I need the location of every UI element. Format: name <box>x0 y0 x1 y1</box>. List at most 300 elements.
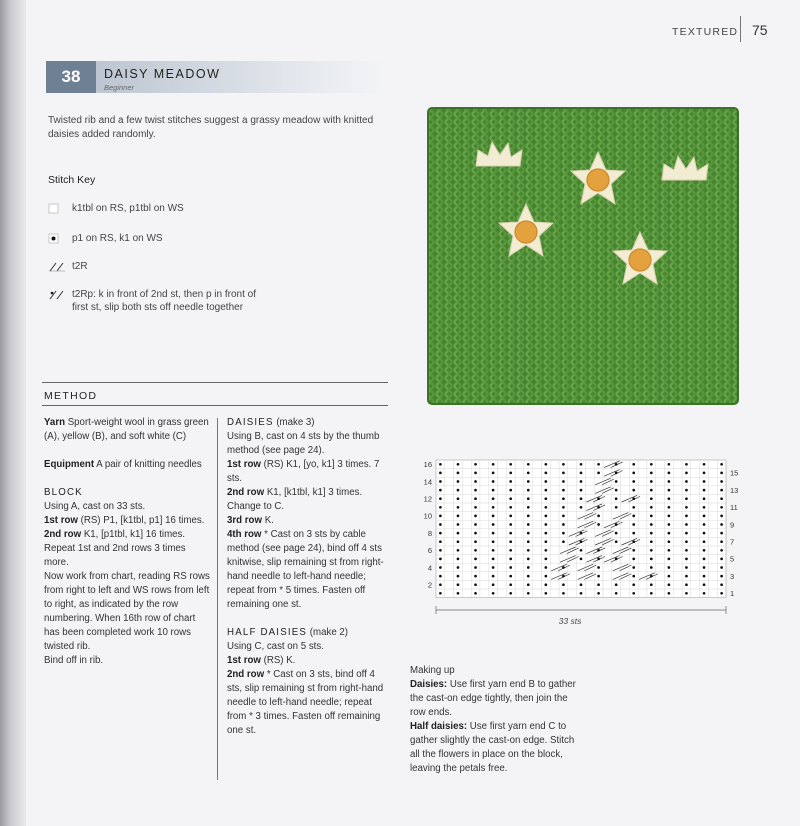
method-heading: METHOD <box>44 390 98 402</box>
purl-dot <box>685 566 688 569</box>
purl-dot <box>457 558 460 561</box>
chart-row-label-right: 5 <box>730 554 735 564</box>
purl-dot <box>685 497 688 500</box>
purl-dot <box>720 558 723 561</box>
purl-dot <box>509 540 512 543</box>
purl-dot <box>509 497 512 500</box>
purl-dot <box>439 566 442 569</box>
purl-dot <box>474 523 477 526</box>
row-label: 4th row <box>227 529 262 540</box>
knitted-swatch-photo <box>426 106 740 406</box>
purl-dot <box>632 506 635 509</box>
purl-dot <box>668 472 671 475</box>
purl-dot <box>509 532 512 535</box>
purl-dot <box>580 480 583 483</box>
purl-dot <box>439 523 442 526</box>
purl-dot <box>720 575 723 578</box>
purl-dot <box>509 592 512 595</box>
yarn-text: Sport-weight wool in grass green (A), yellow (B), and soft white (C) <box>44 417 209 442</box>
purl-dot <box>562 472 565 475</box>
row-text: * Cast on 3 sts, bind off 4 sts, slip remaining st from right-hand needle to left-hand needle; repeat from * 3 times. Fasten off remaining one st. <box>227 669 384 736</box>
purl-dot <box>703 506 706 509</box>
purl-dot <box>580 540 583 543</box>
purl-dot <box>668 549 671 552</box>
purl-dot <box>685 583 688 586</box>
purl-dot <box>457 523 460 526</box>
purl-dot <box>439 549 442 552</box>
purl-dot <box>474 463 477 466</box>
purl-dot <box>527 472 530 475</box>
purl-dot <box>544 549 547 552</box>
daisies-row-2 <box>227 486 391 514</box>
purl-dot <box>615 506 618 509</box>
purl-dot <box>439 506 442 509</box>
equipment-text: A pair of knitting needles <box>94 459 202 470</box>
purl-dot <box>580 497 583 500</box>
purl-dot <box>509 463 512 466</box>
row-text: * Cast on 3 sts by cable method (see page 24), bind off 4 sts knitwise, slip remaining st from right-hand needle to left-hand needle; repeat from * 5 times. Fasten off remaining one st. <box>227 529 384 610</box>
purl-dot <box>474 489 477 492</box>
purl-dot <box>527 592 530 595</box>
purl-dot <box>474 540 477 543</box>
purl-dot <box>650 515 653 518</box>
purl-dot <box>703 515 706 518</box>
pattern-number-badge: 38 <box>46 61 96 93</box>
purl-dot <box>580 489 583 492</box>
purl-dot <box>457 489 460 492</box>
chart-row-label-left: 16 <box>423 460 432 470</box>
purl-dot <box>632 583 635 586</box>
equipment-label: Equipment <box>44 459 95 470</box>
purl-dot <box>562 540 565 543</box>
purl-dot <box>720 515 723 518</box>
purl-dot <box>597 583 600 586</box>
purl-dot <box>492 472 495 475</box>
purl-dot <box>562 506 565 509</box>
purl-dot <box>527 463 530 466</box>
purl-dot <box>562 489 565 492</box>
purl-dot <box>597 549 600 552</box>
purl-dot <box>439 515 442 518</box>
blank-square-icon <box>48 202 60 214</box>
stitch-key-text: k1tbl on RS, p1tbl on WS <box>72 203 184 214</box>
purl-dot <box>703 549 706 552</box>
page-number: 75 <box>752 22 768 38</box>
yarn-label: Yarn <box>44 417 66 428</box>
purl-dot <box>527 515 530 518</box>
skill-level: Beginner <box>104 83 135 92</box>
purl-dot <box>685 463 688 466</box>
purl-dot <box>703 583 706 586</box>
purl-dot <box>439 532 442 535</box>
purl-dot <box>650 497 653 500</box>
purl-dot <box>439 558 442 561</box>
purl-dot <box>492 575 495 578</box>
purl-dot <box>439 489 442 492</box>
purl-dot <box>632 463 635 466</box>
purl-dot <box>492 592 495 595</box>
daisies-row-1 <box>227 458 391 486</box>
equipment-paragraph <box>44 458 210 472</box>
purl-dot <box>527 480 530 483</box>
purl-dot <box>615 523 618 526</box>
purl-dot <box>720 480 723 483</box>
chart-row-label-left: 6 <box>427 546 432 556</box>
purl-dot <box>685 523 688 526</box>
block-heading: BLOCK <box>44 487 83 498</box>
book-spine-shadow <box>0 0 26 826</box>
purl-dot <box>492 489 495 492</box>
row-text: (RS) K. <box>260 655 296 666</box>
purl-dot <box>492 566 495 569</box>
half-daisies-row-2 <box>227 668 391 738</box>
stitch-key-text: t2R <box>72 261 88 272</box>
row-label: 2nd row <box>227 487 265 498</box>
purl-dot <box>720 472 723 475</box>
purl-dot <box>615 463 618 466</box>
purl-dot <box>527 566 530 569</box>
chart-row-label-left: 10 <box>423 511 432 521</box>
purl-dot <box>650 463 653 466</box>
making-up-label: Half daisies: <box>410 721 468 732</box>
purl-dot <box>509 558 512 561</box>
purl-dot <box>615 558 618 561</box>
making-up-text: Use first yarn end C to gather slightly the cast-on edge. Stitch all the flowers in place on the block, leaving the petals free. <box>410 721 575 774</box>
purl-dot <box>439 480 442 483</box>
purl-dot <box>703 497 706 500</box>
chart-width-label: 33 sts <box>558 616 582 626</box>
purl-dot <box>632 480 635 483</box>
purl-dot <box>457 549 460 552</box>
half-daisies-row-1 <box>227 654 391 668</box>
purl-dot <box>580 506 583 509</box>
purl-dot <box>668 540 671 543</box>
purl-dot <box>509 549 512 552</box>
purl-dot <box>597 515 600 518</box>
purl-dot <box>474 583 477 586</box>
purl-dot <box>492 549 495 552</box>
chart-row-label-left: 2 <box>427 580 432 590</box>
purl-dot <box>474 575 477 578</box>
dotted-slash-icon <box>48 288 68 300</box>
purl-dot <box>720 523 723 526</box>
purl-dot <box>597 592 600 595</box>
purl-dot <box>615 480 618 483</box>
purl-dot <box>544 506 547 509</box>
purl-dot <box>457 540 460 543</box>
purl-dot <box>720 497 723 500</box>
purl-dot <box>562 523 565 526</box>
purl-dot <box>597 575 600 578</box>
daisies-heading: DAISIES <box>227 417 274 428</box>
purl-dot <box>703 558 706 561</box>
purl-dot <box>457 472 460 475</box>
purl-dot <box>632 592 635 595</box>
block-bind-off: Bind off in rib. <box>44 655 104 666</box>
purl-dot <box>562 583 565 586</box>
purl-dot <box>544 592 547 595</box>
purl-dot <box>685 558 688 561</box>
purl-dot <box>527 523 530 526</box>
purl-dot <box>685 532 688 535</box>
purl-dot <box>527 497 530 500</box>
purl-dot <box>527 540 530 543</box>
purl-dot <box>615 497 618 500</box>
purl-dot <box>668 583 671 586</box>
purl-dot <box>703 532 706 535</box>
block-cast-on: Using A, cast on 33 sts. <box>44 501 146 512</box>
stitch-key-text: p1 on RS, k1 on WS <box>72 233 163 244</box>
purl-dot <box>685 489 688 492</box>
purl-dot <box>597 463 600 466</box>
purl-dot <box>597 566 600 569</box>
purl-dot <box>474 506 477 509</box>
purl-dot <box>544 558 547 561</box>
purl-dot <box>597 497 600 500</box>
purl-dot <box>492 515 495 518</box>
purl-dot <box>632 523 635 526</box>
purl-dot <box>562 592 565 595</box>
purl-dot <box>562 463 565 466</box>
purl-dot <box>439 583 442 586</box>
making-up-daisies <box>410 678 578 720</box>
purl-dot <box>562 515 565 518</box>
chart-row-label-right: 3 <box>730 571 735 581</box>
purl-dot <box>474 592 477 595</box>
method-column-right <box>227 416 391 738</box>
purl-dot <box>632 472 635 475</box>
purl-dot <box>703 480 706 483</box>
purl-dot <box>685 549 688 552</box>
making-up-label: Daisies: <box>410 679 448 690</box>
purl-dot <box>580 463 583 466</box>
purl-dot <box>474 549 477 552</box>
method-rule <box>42 405 388 406</box>
purl-dot <box>703 489 706 492</box>
row-text: K1, [k1tbl, k1] 3 times. Change to C. <box>227 487 363 512</box>
purl-dot <box>509 583 512 586</box>
purl-dot <box>650 540 653 543</box>
chart-row-label-right: 11 <box>730 503 738 513</box>
chart-row-label-right: 15 <box>730 468 739 478</box>
method-rule <box>42 382 388 383</box>
purl-dot <box>544 480 547 483</box>
half-daisies-cast-on: Using C, cast on 5 sts. <box>227 641 324 652</box>
purl-dot <box>474 558 477 561</box>
purl-dot <box>509 480 512 483</box>
half-daisies-heading: HALF DAISIES <box>227 627 308 638</box>
intro-text: Twisted rib and a few twist stitches suggest a grassy meadow with knitted daisies added randomly. <box>48 115 374 140</box>
purl-dot <box>668 592 671 595</box>
purl-dot <box>492 480 495 483</box>
daisies-heading-line <box>227 416 391 430</box>
purl-dot <box>544 540 547 543</box>
purl-dot <box>544 472 547 475</box>
yarn-paragraph <box>44 416 210 444</box>
purl-dot <box>439 497 442 500</box>
purl-dot <box>544 523 547 526</box>
purl-dot <box>597 523 600 526</box>
purl-dot <box>562 532 565 535</box>
purl-dot <box>439 540 442 543</box>
stitch-key-item <box>48 232 348 246</box>
purl-dot <box>492 506 495 509</box>
chart-row-label-left: 4 <box>427 563 432 573</box>
purl-dot <box>632 575 635 578</box>
purl-dot <box>668 523 671 526</box>
purl-dot <box>720 463 723 466</box>
purl-dot <box>650 583 653 586</box>
purl-dot <box>685 592 688 595</box>
purl-dot <box>720 532 723 535</box>
purl-dot <box>650 472 653 475</box>
purl-dot <box>650 489 653 492</box>
row-text: K. <box>262 515 274 526</box>
purl-dot <box>668 575 671 578</box>
row-label: 1st row <box>227 655 261 666</box>
chart-row-label-left: 14 <box>423 477 432 487</box>
making-up-text: Use first yarn end B to gather the cast-on edge tightly, then join the row ends. <box>410 679 576 718</box>
purl-dot <box>492 558 495 561</box>
chart-row-label-left: 12 <box>423 494 432 504</box>
purl-dot <box>562 566 565 569</box>
purl-dot <box>580 549 583 552</box>
purl-dot <box>632 540 635 543</box>
purl-dot <box>703 566 706 569</box>
chart-row-label-right: 9 <box>730 520 735 530</box>
making-up-heading: Making up <box>410 665 455 676</box>
stitch-key-text: t2Rp: k in front of 2nd st, then p in front of first st, slip both sts off needle together <box>72 289 256 313</box>
purl-dot <box>439 472 442 475</box>
stitch-key-item <box>48 288 348 330</box>
purl-dot <box>457 515 460 518</box>
purl-dot <box>474 472 477 475</box>
purl-dot <box>492 523 495 526</box>
stitch-key-item <box>48 202 348 216</box>
purl-dot <box>597 506 600 509</box>
purl-dot <box>685 540 688 543</box>
purl-dot <box>668 566 671 569</box>
purl-dot <box>527 575 530 578</box>
row-label: 2nd row <box>227 669 265 680</box>
chart-row-label-right: 13 <box>730 485 739 495</box>
chart-row-label-right: 7 <box>730 537 735 547</box>
purl-dot <box>703 523 706 526</box>
purl-dot <box>632 489 635 492</box>
purl-dot <box>509 523 512 526</box>
purl-dot <box>632 515 635 518</box>
purl-dot <box>650 532 653 535</box>
purl-dot <box>580 558 583 561</box>
purl-dot <box>720 583 723 586</box>
purl-dot <box>474 566 477 569</box>
purl-dot <box>615 472 618 475</box>
purl-dot <box>544 515 547 518</box>
purl-dot <box>544 497 547 500</box>
purl-dot <box>650 549 653 552</box>
purl-dot <box>703 575 706 578</box>
making-up-section <box>410 664 578 776</box>
purl-dot <box>474 515 477 518</box>
purl-dot <box>457 506 460 509</box>
purl-dot <box>544 489 547 492</box>
purl-dot <box>580 472 583 475</box>
block-chart-instructions: Now work from chart, reading RS rows from right to left and WS rows from left to right, as indicated by the row numbering. When 16th row of chart has been completed work 10 rows twisted rib. <box>44 571 210 652</box>
purl-dot <box>492 463 495 466</box>
row-label: 1st row <box>227 459 261 470</box>
stitch-key-heading: Stitch Key <box>48 174 96 186</box>
purl-dot <box>615 532 618 535</box>
purl-dot <box>474 497 477 500</box>
purl-dot <box>668 515 671 518</box>
purl-dot <box>668 532 671 535</box>
purl-dot <box>650 523 653 526</box>
purl-dot <box>685 480 688 483</box>
row-label: 2nd row <box>44 529 82 540</box>
purl-dot <box>544 583 547 586</box>
daisies-note: (make 3) <box>273 417 315 428</box>
purl-dot <box>474 480 477 483</box>
purl-dot <box>580 532 583 535</box>
purl-dot <box>668 463 671 466</box>
purl-dot <box>509 566 512 569</box>
row-text: K1, [p1tbl, k1] 16 times. <box>81 529 186 540</box>
purl-dot <box>509 515 512 518</box>
purl-dot <box>685 472 688 475</box>
purl-dot <box>474 532 477 535</box>
purl-dot <box>720 506 723 509</box>
purl-dot <box>720 549 723 552</box>
purl-dot <box>720 540 723 543</box>
purl-dot <box>492 540 495 543</box>
purl-dot <box>457 575 460 578</box>
stitch-chart <box>404 452 744 632</box>
row-label: 1st row <box>44 515 78 526</box>
purl-dot <box>457 566 460 569</box>
making-up-half-daisies <box>410 720 578 776</box>
purl-dot <box>544 532 547 535</box>
daisies-cast-on: Using B, cast on 4 sts by the thumb method (see page 24). <box>227 431 380 456</box>
purl-dot <box>597 472 600 475</box>
purl-dot <box>527 549 530 552</box>
purl-dot <box>562 480 565 483</box>
purl-dot <box>703 540 706 543</box>
purl-dot <box>527 558 530 561</box>
purl-dot <box>668 480 671 483</box>
purl-dot <box>632 532 635 535</box>
purl-dot <box>562 497 565 500</box>
purl-dot <box>439 575 442 578</box>
purl-dot <box>668 489 671 492</box>
purl-dot <box>439 592 442 595</box>
purl-dot <box>720 592 723 595</box>
purl-dot <box>597 558 600 561</box>
purl-dot <box>720 489 723 492</box>
row-text: (RS) K1, [yo, k1] 3 times. 7 sts. <box>227 459 380 484</box>
pattern-title: DAISY MEADOW <box>104 67 221 81</box>
daisies-row-4 <box>227 528 391 612</box>
purl-dot <box>650 566 653 569</box>
purl-dot <box>668 506 671 509</box>
purl-dot <box>632 549 635 552</box>
purl-dot <box>457 532 460 535</box>
purl-dot <box>615 540 618 543</box>
purl-dot <box>650 480 653 483</box>
row-text: (RS) P1, [k1tbl, p1] 16 times. <box>77 515 205 526</box>
purl-dot <box>457 497 460 500</box>
half-daisies-heading-line <box>227 626 391 640</box>
purl-dot <box>492 497 495 500</box>
